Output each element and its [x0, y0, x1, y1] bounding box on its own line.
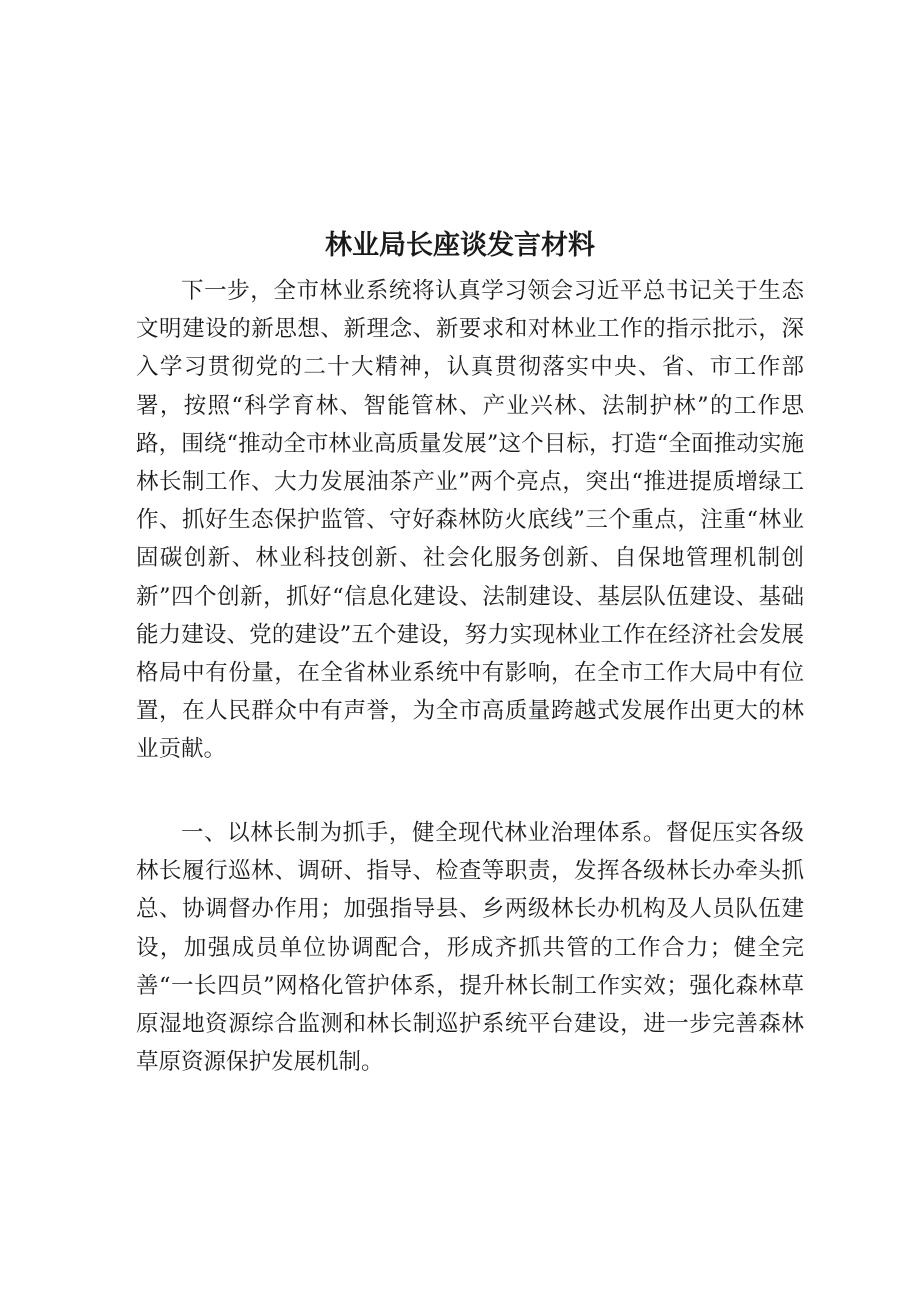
- paragraph-next-steps: 下一步，全市林业系统将认真学习领会习近平总书记关于生态文明建设的新思想、新理念、新要求和对林业工作的指示批示，深入学习贯彻党的二十大精神，认真贯彻落实中央、省、市工作部署，按照“科学育林、智能管林、产业兴林、法制护林”的工作思路，围绕“推动全市林业高质量发展”这个目标，打造“全面推动实施林长制工作、大力发展油茶产业”两个亮点，突出“推进提质增绿工作、抓好生态保护监管、守好森林防火底线”三个重点，注重“林业固碳创新、林业科技创新、社会化服务创新、自保地管理机制创新”四个创新，抓好“信息化建设、法制建设、基层队伍建设、基础能力建设、党的建设”五个建设，努力实现林业工作在经济社会发展格局中有份量，在全省林业系统中有影响，在全市工作大局中有位置，在人民群众中有声誉，为全市高质量跨越式发展作出更大的林业贡献。: [136, 278, 804, 763]
- paragraph-forest-chief-system: 一、以林长制为抓手，健全现代林业治理体系。督促压实各级林长履行巡林、调研、指导、检查等职责，发挥各级林长办牵头抓总、协调督办作用；加强指导县、乡两级林长办机构及人员队伍建设，加强成员单位协调配合，形成齐抓共管的工作合力；健全完善“一长四员”网格化管护体系，提升林长制工作实效；强化森林草原湿地资源综合监测和林长制巡护系统平台建设，进一步完善森林草原资源保护发展机制。: [136, 820, 804, 1076]
- document-title: 林业局长座谈发言材料: [325, 230, 595, 261]
